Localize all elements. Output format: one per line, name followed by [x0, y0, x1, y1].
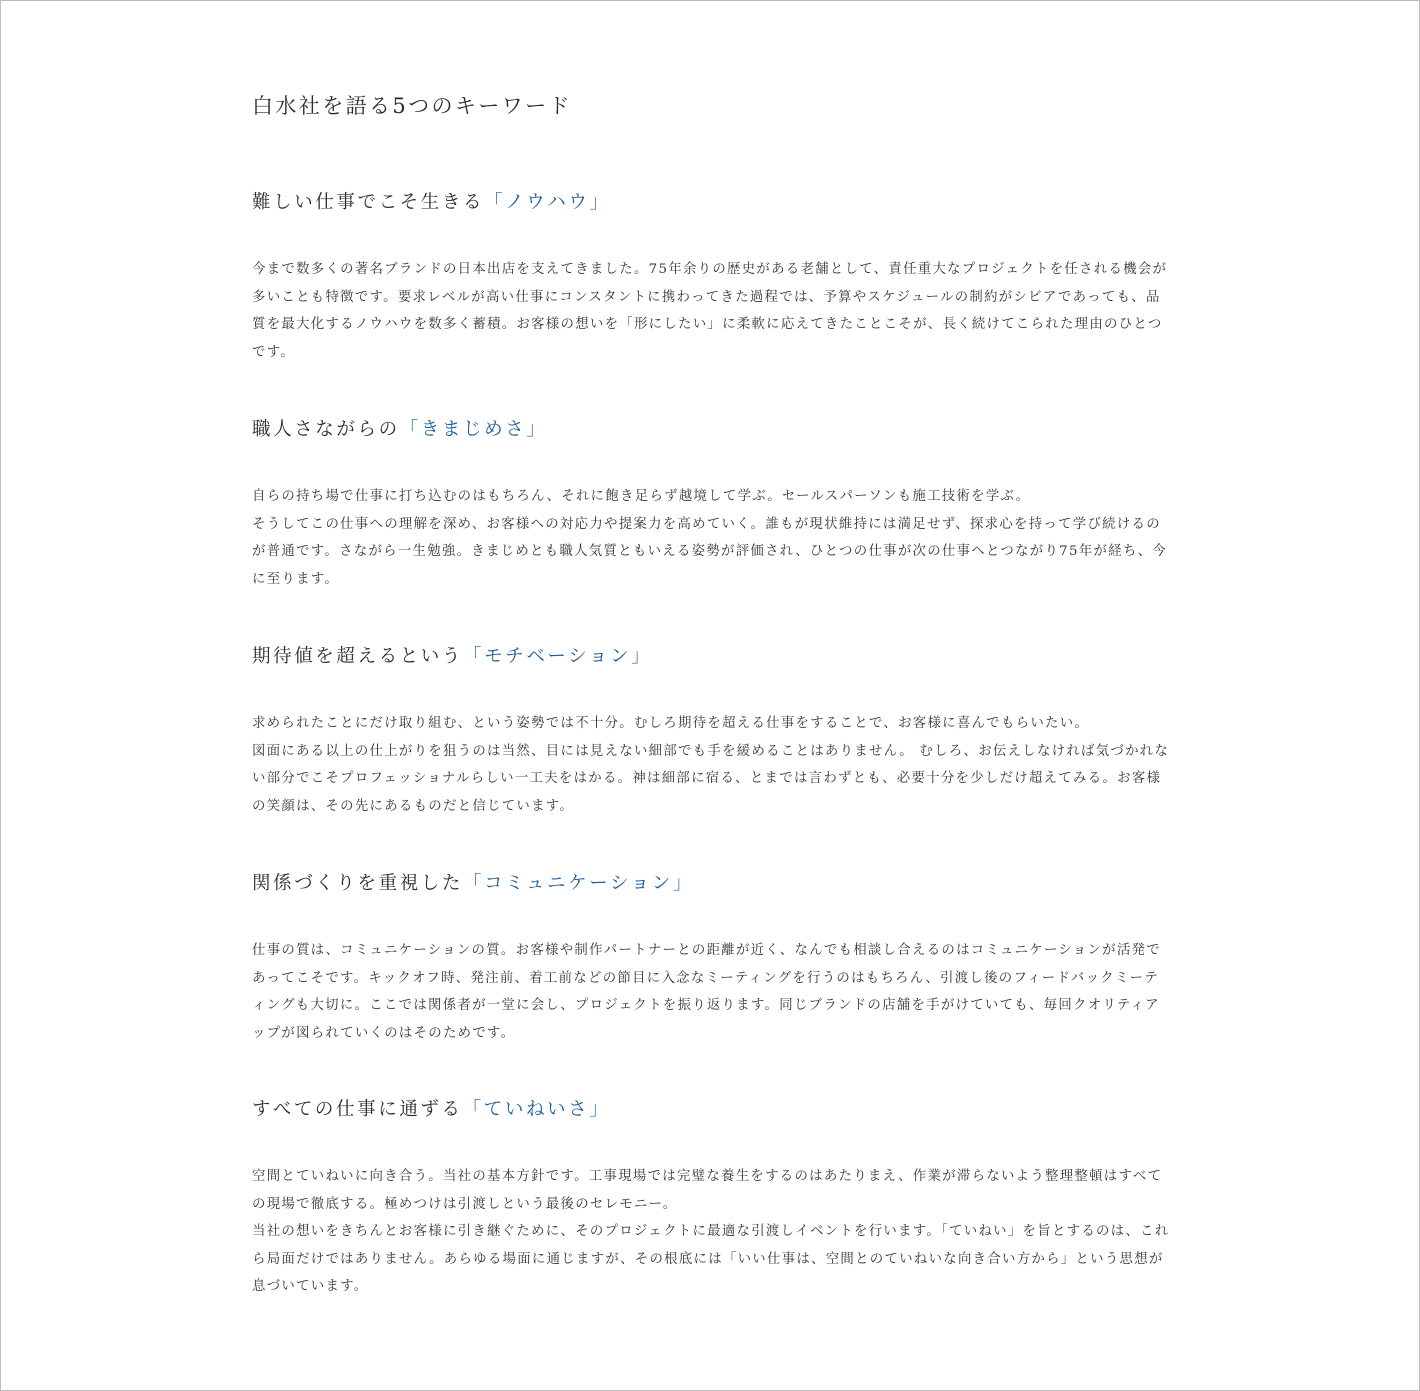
section-heading: [252, 415, 1172, 445]
section-body: [252, 710, 1172, 820]
section-heading: [252, 188, 1172, 218]
body-paragraph: 空間とていねいに向き合う。当社の基本方針です。工事現場では完璧な養生をするのはあたりまえ、作業が滞らないよう整理整頓はすべての現場で徹底する。極めつけは引渡しという最後のセレモニー。: [252, 1169, 1163, 1212]
keyword-highlight: 「モチベーション」: [463, 646, 653, 667]
heading-prefix: すべての仕事に通ずる: [252, 1099, 463, 1120]
keyword-highlight: 「ノウハウ」: [484, 192, 611, 213]
section-heading: [252, 1095, 1172, 1125]
page-title: 白水社を語る5つのキーワード: [252, 94, 572, 118]
keyword-section-kimajimesa: [252, 415, 1172, 593]
keyword-highlight: 「きまじめさ」: [399, 419, 548, 440]
body-paragraph: 今まで数多くの著名ブランドの日本出店を支えてきました。75年余りの歴史がある老舗として、責任重大なプロジェクトを任される機会が多いことも特徴です。要求レベルが高い仕事にコンスタントに携わってきた過程では、予算やスケジュールの制約がシビアであっても、品質を最大化するノウハウを数多く蓄積。お客様の想いを「形にしたい」に柔軟に応えてきたことこそが、長く続けてこられた理由のひとつです。: [252, 262, 1168, 360]
keyword-section-communication: [252, 869, 1172, 1047]
section-body: [252, 937, 1172, 1047]
section-body: [252, 256, 1172, 366]
body-paragraph: 求められたことにだけ取り組む、という姿勢では不十分。むしろ期待を超える仕事をすることで、お客様に喜んでもらいたい。: [252, 716, 1090, 731]
heading-prefix: 職人さながらの: [252, 419, 400, 440]
section-heading: [252, 642, 1172, 672]
body-paragraph: 図面にある以上の仕上がりを狙うのは当然、目には見えない細部でも手を緩めることはありません。 むしろ、お伝えしなければ気づかれない部分でこそプロフェッショナルらしい一工夫をはかる。神は細部に宿る、とまでは言わずとも、必要十分を少しだけ超えてみる。お客様の笑顔は、その先にあるものだと信じています。: [252, 743, 1170, 814]
keyword-section-teineisa: [252, 1095, 1172, 1301]
body-paragraph: 自らの持ち場で仕事に打ち込むのはもちろん、それに飽き足らず越境して学ぶ。セールスパーソンも施工技術を学ぶ。: [252, 489, 1031, 504]
heading-prefix: 難しい仕事でこそ生きる: [252, 192, 485, 213]
keyword-section-know-how: [252, 188, 1172, 366]
article: [252, 90, 1172, 1294]
body-paragraph: 当社の想いをきちんとお客様に引き継ぐために、そのプロジェクトに最適な引渡しイベントを行います。「ていねい」を旨とするのは、これら局面だけではありません。あらゆる場面に通じますが、その根底には「いい仕事は、空間とのていねいな向き合い方から」という思想が息づいています。: [252, 1224, 1170, 1294]
keyword-highlight: 「コミュニケーション」: [463, 873, 695, 894]
heading-prefix: 期待値を超えるという: [252, 646, 464, 667]
section-heading: [252, 869, 1172, 899]
section-body: [252, 483, 1172, 593]
body-paragraph: そうしてこの仕事への理解を深め、お客様への対応力や提案力を高めていく。誰もが現状維持には満足せず、探求心を持って学び続けるのが普通です。さながら一生勉強。きまじめとも職人気質ともいえる姿勢が評価され、ひとつの仕事が次の仕事へとつながり75年が経ち、今に至ります。: [252, 516, 1167, 587]
section-body: [252, 1163, 1172, 1301]
keyword-section-motivation: [252, 642, 1172, 820]
heading-prefix: 関係づくりを重視した: [252, 873, 464, 894]
keyword-highlight: 「ていねいさ」: [462, 1099, 611, 1120]
body-paragraph: 仕事の質は、コミュニケーションの質。お客様や制作パートナーとの距離が近く、なんでも相談し合えるのはコミュニケーションが活発であってこそです。キックオフ時、発注前、着工前などの節目に入念なミーティングを行うのはもちろん、引渡し後のフィードバックミーティングも大切に。ここでは関係者が一堂に会し、プロジェクトを振り返ります。同じブランドの店舗を手がけていても、毎回クオリティアップが図られていくのはそのためです。: [252, 943, 1161, 1041]
